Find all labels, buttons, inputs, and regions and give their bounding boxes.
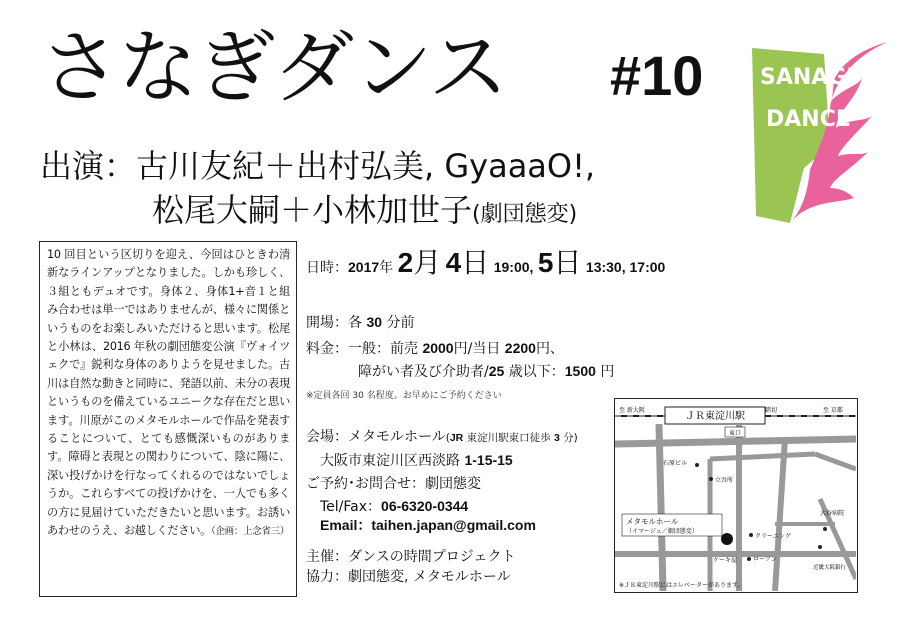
schedule-day-unit-2: 日 xyxy=(553,246,582,279)
map-venue-sub: （イマージュ／劇団態変） xyxy=(626,528,698,535)
schedule-time1: 19:00, xyxy=(493,259,534,275)
map-bank: 近畿大阪銀行 xyxy=(813,565,847,571)
schedule-day2: 5 xyxy=(537,247,554,278)
fee-advance-unit: 円/当日 xyxy=(453,341,501,357)
cast-line-2 xyxy=(152,190,577,235)
fee-door-unit: 円、 xyxy=(535,341,564,357)
map-hospital: 大谷病院 xyxy=(820,510,845,517)
page-title: さなぎダンス xyxy=(40,21,507,114)
fee-reduced-unit: 円 xyxy=(600,364,615,380)
cast-line-1: 出演：古川友紀＋出村弘美, GyaaaO!, xyxy=(40,147,596,185)
opening-row xyxy=(306,312,414,334)
opening-value: 30 xyxy=(366,314,383,330)
contact-label: ご予約･お問合せ：劇団態変 xyxy=(306,476,481,492)
address-number: 1-15-15 xyxy=(464,452,513,468)
schedule-month-unit: 月 xyxy=(413,246,442,279)
opening-unit: 分前 xyxy=(386,315,415,331)
fee-reduced-label: 障がい者及び介助者/ xyxy=(358,364,489,380)
map-stone-bldg: 石原ビル xyxy=(663,460,688,467)
cooperation: 協力：劇団態変, メタモルホール xyxy=(306,569,511,585)
logo-line2: DANCE xyxy=(766,107,851,132)
cast-line-2-note: (劇団態変) xyxy=(472,202,578,227)
description-credit: （企画：上念省三） xyxy=(211,526,290,538)
fee-label: 料金：一般：前売 xyxy=(306,341,418,357)
map-clinic: 立吾所 xyxy=(715,477,734,484)
map-right-station: 至 京都 xyxy=(823,407,843,414)
venue-access-open: ( xyxy=(445,432,450,444)
schedule-day1: 4 xyxy=(445,247,462,278)
venue-access-jr: JR xyxy=(449,432,464,444)
schedule-year: 2017 xyxy=(348,259,380,275)
tel-label: Tel/Fax： xyxy=(320,499,382,515)
organizer: 主催：ダンスの時間プロジェクト xyxy=(306,549,516,565)
address-row xyxy=(320,450,513,472)
map-venue-name: メタモルホール xyxy=(626,517,679,526)
fee-row-2 xyxy=(358,361,614,383)
schedule-row xyxy=(306,246,666,279)
venue-row xyxy=(306,427,578,449)
venue-label: 会場：メタモルホール xyxy=(306,429,446,445)
venue-access-close: 分) xyxy=(563,432,578,444)
map-lawson: ローソン xyxy=(753,556,777,563)
map-footnote: ※ＪＲ東淀川駅にはエレベーターがあります。 xyxy=(619,582,744,589)
logo-line1: SANAGI xyxy=(760,65,855,90)
map-cleaning: クリーニング xyxy=(755,533,791,540)
venue-access-min: 3 xyxy=(553,432,560,444)
fee-reduced-mid: 歳以下： xyxy=(508,364,565,380)
fee-reduced-price: 1500 xyxy=(564,363,596,379)
title-number: #10 xyxy=(610,44,704,107)
email-label: Email： xyxy=(320,517,372,533)
tel-number: 06-6320-0344 xyxy=(381,498,469,514)
fee-door: 2200 xyxy=(504,340,536,356)
schedule-day-unit-1: 日 xyxy=(461,246,490,279)
map-station: ＪＲ東淀川駅 xyxy=(685,411,745,422)
description-text: 10 回目という区切りを迎え、今回はひときわ清新なラインアップとなりました。しかも珍しく、３組ともデュオです。身体２、身体1+音１と組み合わせは単一ではありませんが、様々に関係というものをお楽しみいただけると思います。松尾と小林は、2016 年秋の劇団態変公演『ヴォイツェクで』鋭利な身体のありようを見せました。古川は自然な動きと同時に、発語以前、未分の表現というものを備えているユニークな存在だと思います。川原がこのメタモルホールで作品を発表することについて、とても感慨深いものがあります。障碍と表現との関わりについて、陰に陽に、深い投げかけを行なってくれるのではないでしょうか。これらすべての投げかけを、一人でも多くの方に見届けていただきたいと思います。お誘いあわせのうえ、お越しください。 xyxy=(47,248,290,538)
access-map xyxy=(614,398,858,593)
schedule-month: 2 xyxy=(397,247,414,278)
fee-row-1 xyxy=(306,338,564,360)
sanagi-dance-logo xyxy=(746,38,892,228)
description-box xyxy=(39,241,297,597)
email-row xyxy=(320,515,536,537)
schedule-label: 日時： xyxy=(306,260,348,276)
map-crossing: 踏切 xyxy=(765,407,778,414)
capacity-note: ※定員各回 30 名程度。お早めにご予約ください xyxy=(306,391,502,401)
schedule-year-unit: 年 xyxy=(379,260,394,276)
opening-label: 開場：各 xyxy=(306,315,362,331)
map-left-station: 至 新大阪 xyxy=(619,407,645,414)
fee-reduced-age: 25 xyxy=(488,363,505,379)
email-address: taihen.japan@gmail.com xyxy=(371,517,536,533)
address-text: 大阪市東淀川区西淡路 xyxy=(320,453,460,469)
fee-advance: 2000 xyxy=(422,340,454,356)
map-east-exit: 東口 xyxy=(728,430,742,437)
schedule-time2: 13:30, 17:00 xyxy=(585,259,666,275)
map-cake: ケーキ屋 xyxy=(713,557,738,564)
cast-line-2-names: 松尾大嗣＋小林加世子 xyxy=(152,191,473,229)
venue-access-text: 東淀川駅東口徒歩 xyxy=(466,432,551,444)
